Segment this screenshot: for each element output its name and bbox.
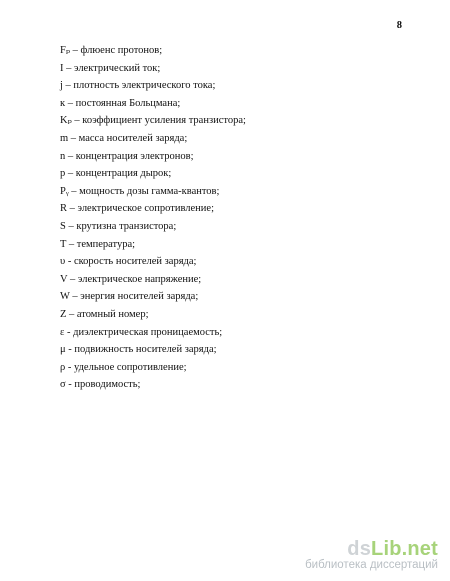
symbol-entry: p – концентрация дырок; [60, 168, 172, 180]
symbol-entry: Kₚ – коэффициент усиления транзистора; [60, 115, 246, 127]
symbol-entry: S – крутизна транзистора; [60, 220, 177, 232]
symbol-entry: W – энергия носителей заряда; [60, 291, 199, 303]
watermark [305, 539, 438, 572]
symbol-entry: I – электрический ток; [60, 62, 161, 74]
watermark-logo [305, 539, 438, 559]
symbol-entry: υ - скорость носителей заряда; [60, 256, 197, 268]
symbol-entry: ρ - удельное сопротивление; [60, 361, 187, 373]
watermark-subtitle: библиотека диссертаций [305, 558, 438, 571]
symbol-entry: ε - диэлектрическая проницаемость; [60, 326, 223, 338]
symbol-list [60, 42, 420, 394]
watermark-brand-prefix: ds [347, 537, 372, 560]
page-number: 8 [396, 20, 402, 31]
watermark-brand-suffix: Lib.net [371, 537, 438, 560]
symbol-entry: Z – атомный номер; [60, 308, 149, 320]
symbol-entry: σ - проводимость; [60, 379, 141, 391]
symbol-entry: V – электрическое напряжение; [60, 273, 202, 285]
symbol-entry: R – электрическое сопротивление; [60, 203, 214, 215]
symbol-entry: Fₚ – флюенс протонов; [60, 45, 163, 56]
symbol-entry: μ - подвижность носителей заряда; [60, 344, 217, 356]
symbol-entry: к – постоянная Больцмана; [60, 97, 181, 109]
symbol-entry: T – температура; [60, 238, 136, 250]
symbol-entry: j – плотность электрического тока; [60, 80, 216, 92]
symbol-entry: m – масса носителей заряда; [60, 132, 188, 144]
symbol-entry: n – концентрация электронов; [60, 150, 194, 162]
symbol-entry: Pᵧ – мощность дозы гамма-квантов; [60, 185, 220, 197]
